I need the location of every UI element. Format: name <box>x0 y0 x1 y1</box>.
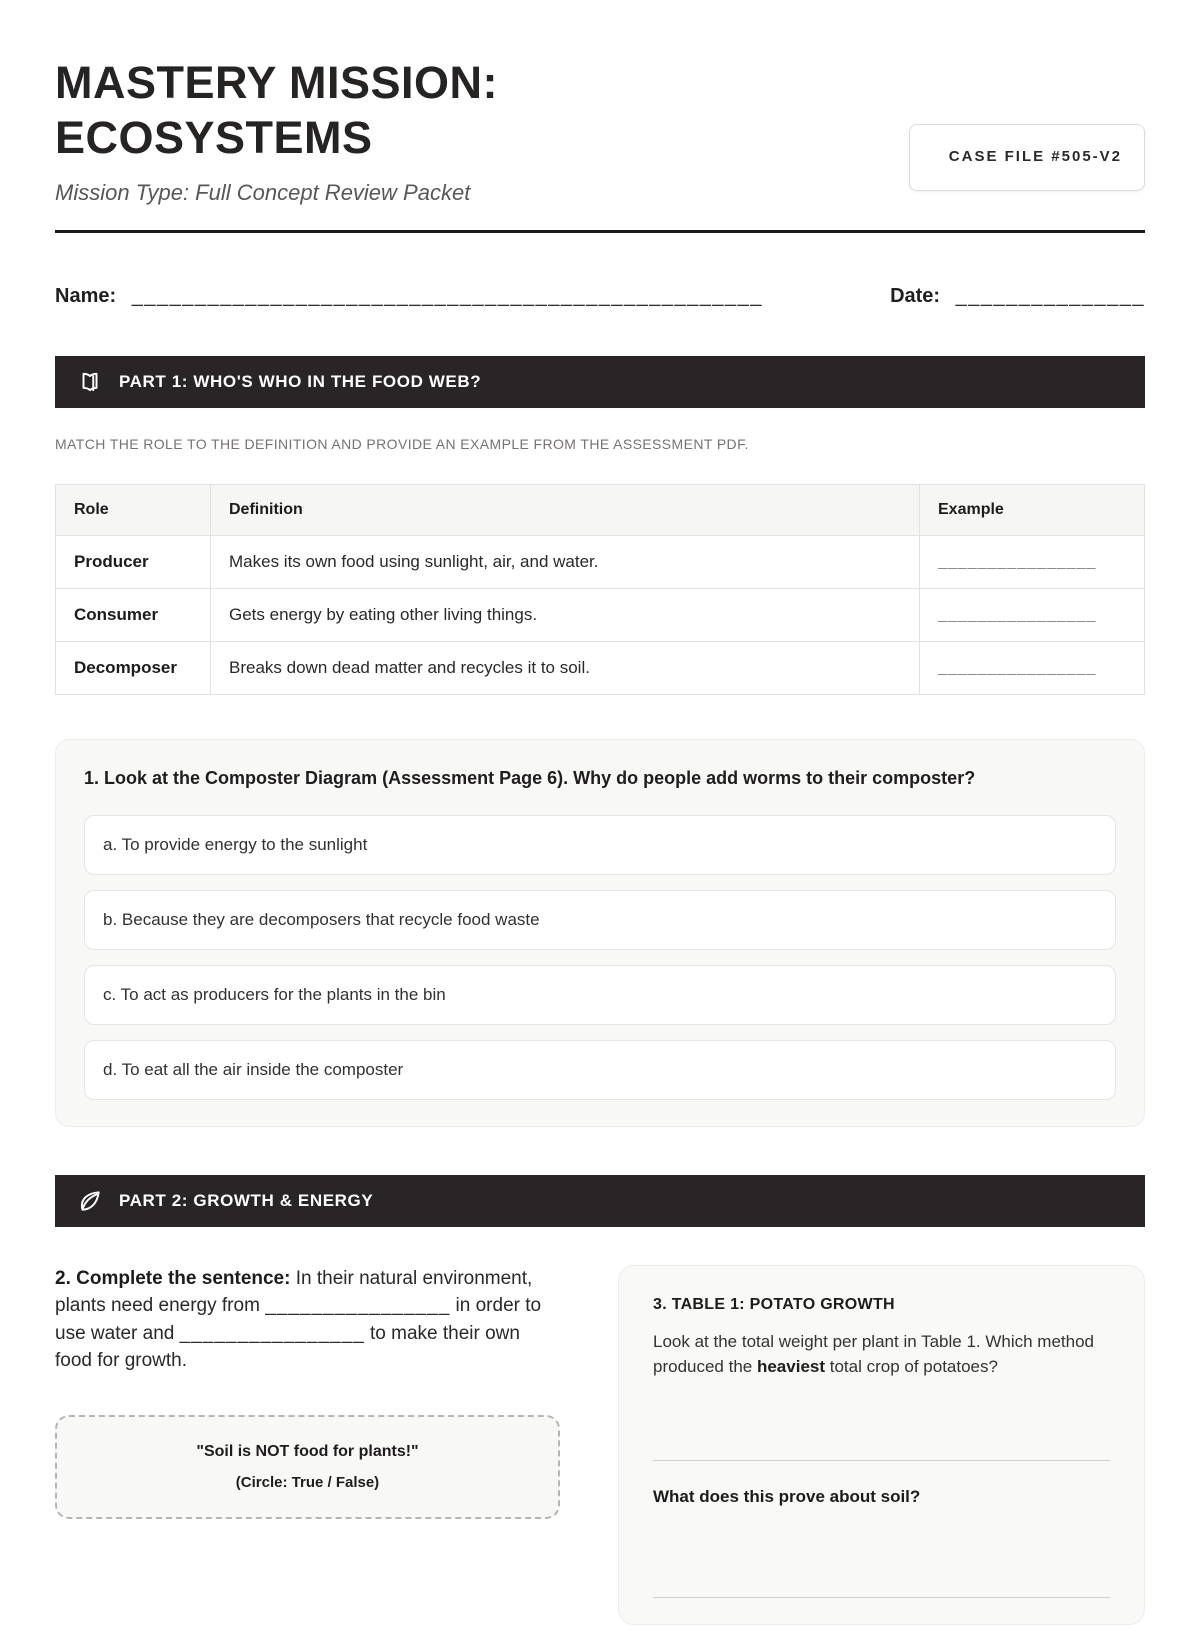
part2-banner-title: PART 2: GROWTH & ENERGY <box>119 1190 374 1210</box>
question1-option-d[interactable]: d. To eat all the air inside the composter <box>84 1040 1116 1100</box>
role-cell: Consumer <box>56 588 211 641</box>
question3-text <box>653 1329 1110 1380</box>
question3-emphasis: heaviest <box>756 1357 826 1377</box>
question3-title: 3. TABLE 1: POTATO GROWTH <box>653 1295 895 1313</box>
table-header-row <box>56 484 1145 535</box>
question2-seg2: in order to use water and <box>55 1295 542 1344</box>
question2-blank-1: ________________ <box>265 1295 451 1317</box>
true-false-instruction: (Circle: True / False) <box>235 1473 380 1491</box>
page-subtitle: Mission Type: Full Concept Review Packet <box>55 179 471 205</box>
page-title: MASTERY MISSION: ECOSYSTEMS <box>55 57 499 163</box>
question1-emphasis: Composter Diagram <box>205 767 378 788</box>
part2-left-column <box>55 1265 560 1519</box>
date-label: Date: <box>890 284 941 307</box>
part1-banner <box>55 356 1145 408</box>
name-label: Name: <box>55 284 117 307</box>
name-blank: __________________________________________________ <box>131 284 763 307</box>
name-date-row <box>55 285 1145 308</box>
question2-seg1: In their natural environment, plants need energy from <box>55 1267 533 1317</box>
table-row <box>56 641 1145 694</box>
question1-text <box>84 768 1116 789</box>
question2-seg3: to make their own food for growth. <box>55 1322 520 1372</box>
answer-line <box>653 1597 1110 1598</box>
definition-cell: Gets energy by eating other living things. <box>211 588 920 641</box>
question1-option-b[interactable]: b. Because they are decomposers that recycle food waste <box>84 890 1116 950</box>
definition-cell: Makes its own food using sunlight, air, and water. <box>211 535 920 588</box>
role-cell: Producer <box>56 535 211 588</box>
table-header-example: Example <box>920 484 1145 535</box>
question1-option-c[interactable]: c. To act as producers for the plants in the bin <box>84 965 1116 1025</box>
question1-rest: (Assessment Page 6). Why do people add worms to their composter? <box>377 767 976 788</box>
example-blank: ________________ <box>920 535 1145 588</box>
name-field <box>55 285 763 308</box>
part2-banner <box>55 1175 1145 1227</box>
question1-card <box>55 739 1145 1127</box>
header <box>55 56 1145 206</box>
header-titles <box>55 56 735 206</box>
true-false-box <box>55 1415 560 1519</box>
part2-columns <box>55 1265 1145 1625</box>
table-row <box>56 588 1145 641</box>
question3-followup: What does this prove about soil? <box>653 1486 921 1506</box>
case-file-label: CASE FILE #505-V2 <box>948 148 1122 165</box>
question2-text <box>55 1265 560 1375</box>
role-cell: Decomposer <box>56 641 211 694</box>
question1-option-a[interactable]: a. To provide energy to the sunlight <box>84 815 1116 875</box>
part1-instruction: MATCH THE ROLE TO THE DEFINITION AND PROVIDE AN EXAMPLE FROM THE ASSESSMENT PDF. <box>55 435 749 452</box>
header-divider <box>55 230 1145 233</box>
table-header-definition: Definition <box>211 484 920 535</box>
part1-banner-title: PART 1: WHO'S WHO IN THE FOOD WEB? <box>119 371 482 391</box>
answer-line <box>653 1460 1110 1461</box>
roles-table <box>55 484 1145 695</box>
question2-blank-2: ________________ <box>179 1322 365 1344</box>
table-row <box>56 535 1145 588</box>
question1-lead: 1. Look at the <box>84 767 206 788</box>
question3-card <box>618 1265 1145 1625</box>
example-blank: ________________ <box>920 588 1145 641</box>
date-blank: _______________ <box>955 284 1145 307</box>
leaf-icon <box>77 1188 103 1214</box>
question3-seg2: total crop of potatoes? <box>825 1357 998 1377</box>
true-false-quote: "Soil is NOT food for plants!" <box>196 1442 419 1460</box>
case-file-badge <box>909 124 1145 191</box>
open-book-icon <box>77 369 103 395</box>
question3-seg1: Look at the total weight per plant in Table 1. Which method produced the <box>653 1331 1095 1377</box>
part2-right-column <box>618 1265 1145 1625</box>
definition-cell: Breaks down dead matter and recycles it to soil. <box>211 641 920 694</box>
date-field <box>890 285 1145 308</box>
question2-lead: 2. Complete the sentence: <box>55 1267 291 1289</box>
table-header-role: Role <box>56 484 211 535</box>
example-blank: ________________ <box>920 641 1145 694</box>
